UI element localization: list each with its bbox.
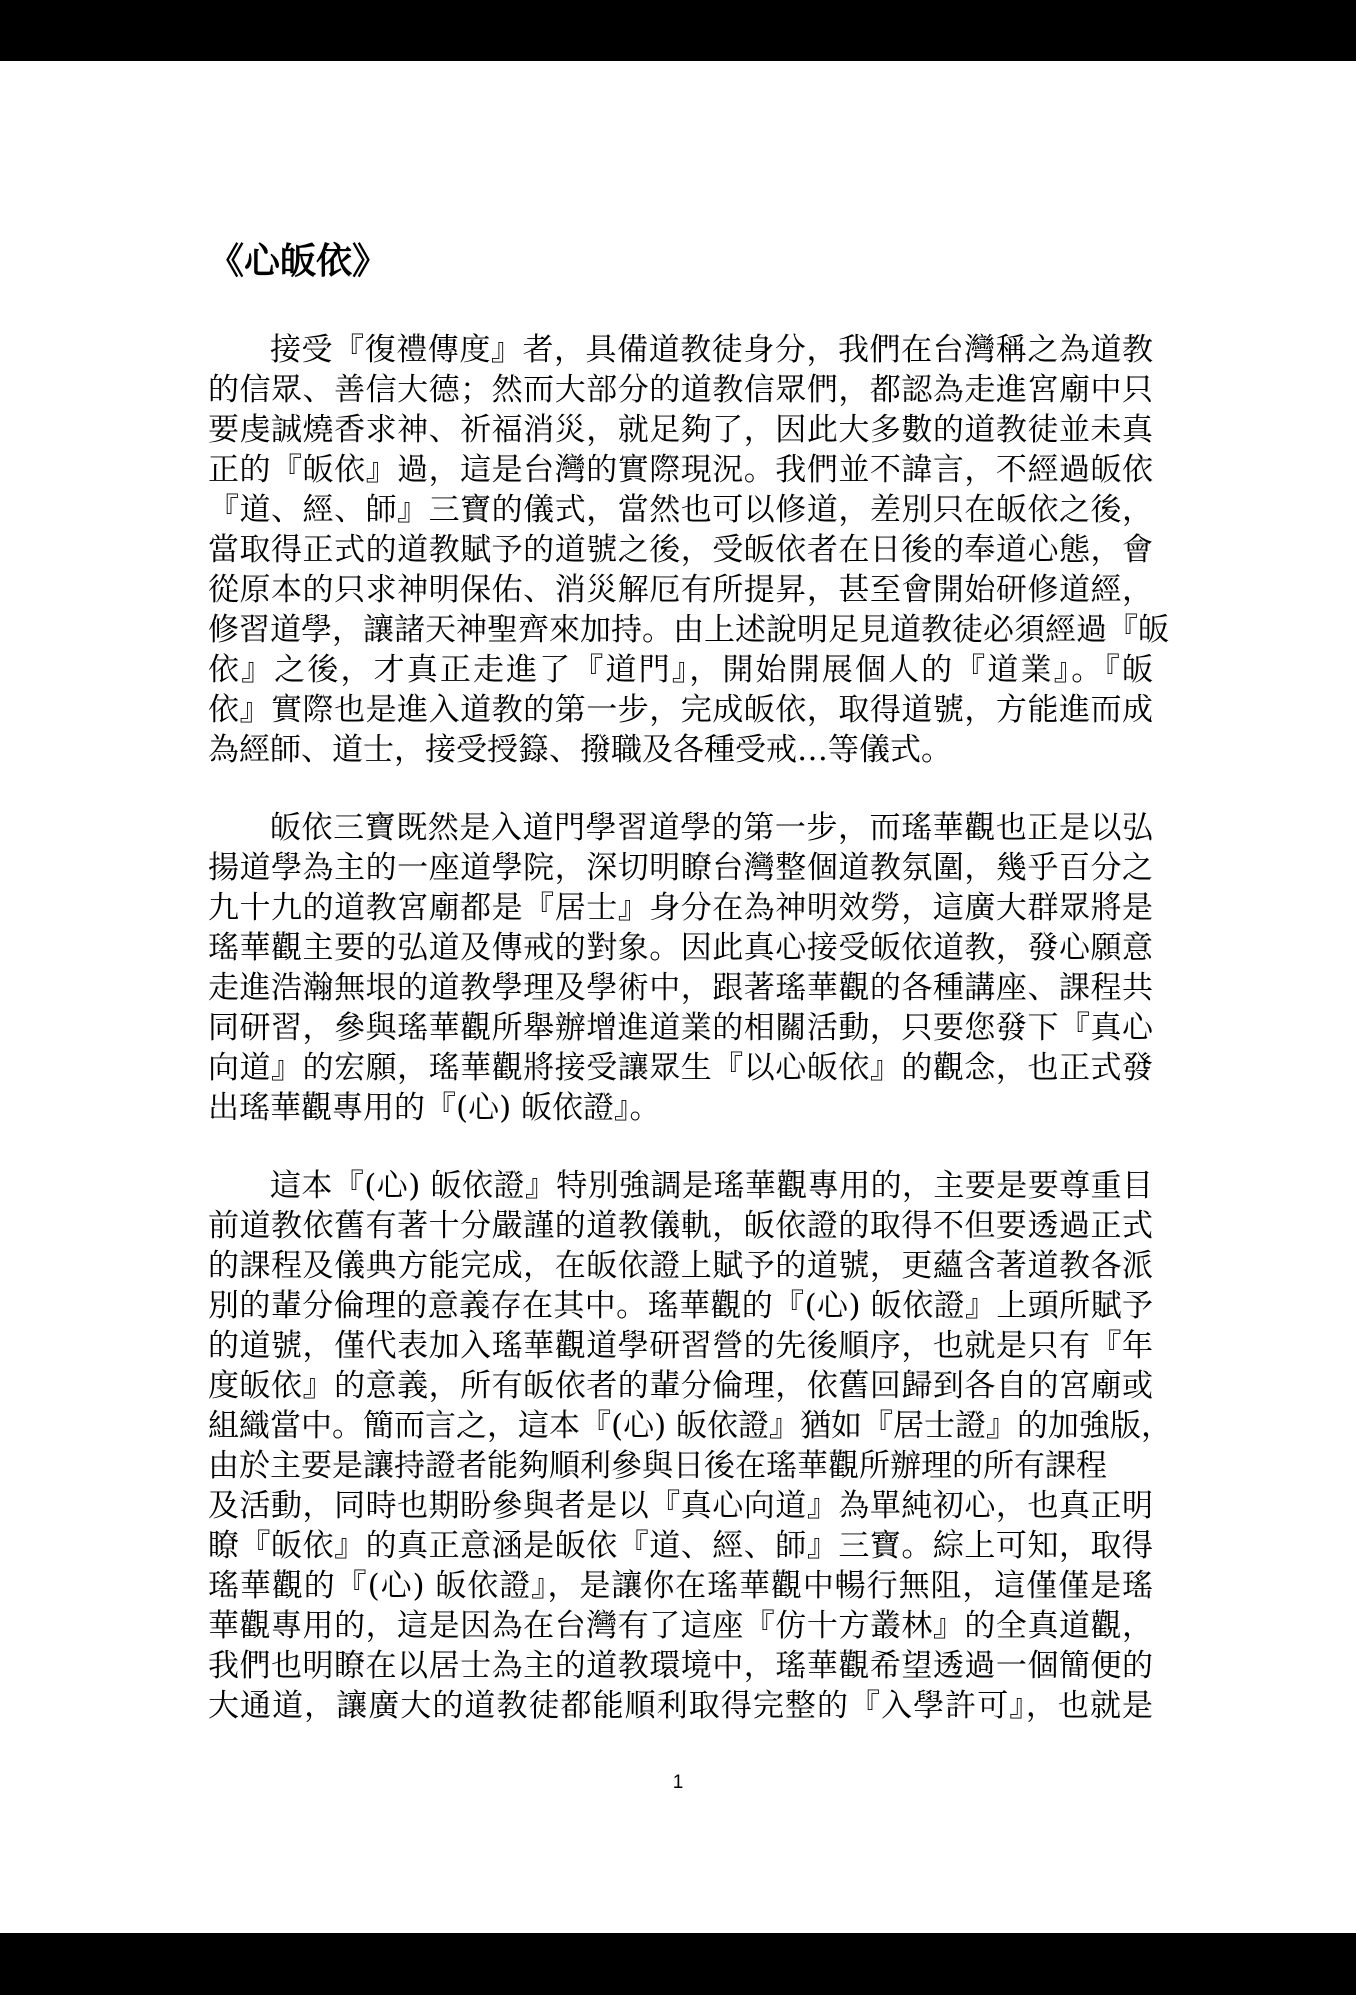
paragraph-line: 走進浩瀚無垠的道教學理及學術中，跟著瑤華觀的各種講座、課程共 (208, 970, 1153, 1006)
paragraph-line: 大通道，讓廣大的道教徒都能順利取得完整的『入學許可』，也就是 (208, 1688, 1153, 1724)
paragraph-line: 由於主要是讓持證者能夠順利參與日後在瑤華觀所辦理的所有課程 (208, 1448, 1107, 1484)
paragraph-line: 修習道學，讓諸天神聖齊來加持。由上述說明足見道教徒必須經過『皈 (208, 612, 1169, 648)
paragraph-line: 瑤華觀主要的弘道及傳戒的對象。因此真心接受皈依道教，發心願意 (208, 930, 1153, 966)
paragraph-line: 的課程及儀典方能完成，在皈依證上賦予的道號，更蘊含著道教各派 (208, 1248, 1153, 1284)
paragraph-line: 的道號，僅代表加入瑤華觀道學研習營的先後順序，也就是只有『年 (208, 1328, 1153, 1364)
paragraph-line: 接受『復禮傳度』者，具備道教徒身分，我們在台灣稱之為道教 (270, 332, 1153, 368)
paragraph-line: 九十九的道教宮廟都是『居士』身分在為神明效勞，這廣大群眾將是 (208, 890, 1153, 926)
paragraph-line: 這本『(心) 皈依證』特別強調是瑤華觀專用的，主要是要尊重目 (270, 1168, 1153, 1204)
paragraph-line: 華觀專用的，這是因為在台灣有了這座『仿十方叢林』的全真道觀， (208, 1608, 1153, 1644)
paragraph-line: 依』實際也是進入道教的第一步，完成皈依，取得道號，方能進而成 (208, 692, 1153, 728)
paragraph-2 (208, 808, 1153, 1128)
paragraph-line: 皈依三寶既然是入道門學習道學的第一步，而瑤華觀也正是以弘 (270, 810, 1153, 846)
document-page (0, 61, 1356, 1933)
page-number: 1 (672, 1772, 684, 1793)
paragraph-line: 瑤華觀的『(心) 皈依證』，是讓你在瑤華觀中暢行無阻，這僅僅是瑤 (208, 1568, 1153, 1604)
paragraph-line: 組織當中。簡而言之，這本『(心) 皈依證』猶如『居士證』的加強版， (208, 1408, 1173, 1444)
paragraph-line: 『道、經、師』三寶的儀式，當然也可以修道，差別只在皈依之後， (208, 492, 1153, 528)
document-title: 《心皈依》 (208, 241, 389, 282)
paragraph-line: 要虔誠燒香求神、祈福消災，就足夠了，因此大多數的道教徒並未真 (208, 412, 1153, 448)
paragraph-1 (208, 330, 1169, 770)
paragraph-line: 為經師、道士，接受授籙、撥職及各種受戒…等儀式。 (208, 732, 952, 768)
paragraph-line: 出瑤華觀專用的『(心) 皈依證』。 (208, 1090, 661, 1126)
paragraph-line: 前道教依舊有著十分嚴謹的道教儀軌，皈依證的取得不但要透過正式 (208, 1208, 1153, 1244)
paragraph-3 (208, 1166, 1173, 1726)
paragraph-line: 揚道學為主的一座道學院，深切明瞭台灣整個道教氛圍，幾乎百分之 (208, 850, 1153, 886)
paragraph-line: 向道』的宏願，瑤華觀將接受讓眾生『以心皈依』的觀念，也正式發 (208, 1050, 1153, 1086)
paragraph-line: 依』之後，才真正走進了『道門』，開始開展個人的『道業』。『皈 (208, 652, 1153, 688)
paragraph-line: 瞭『皈依』的真正意涵是皈依『道、經、師』三寶。綜上可知，取得 (208, 1528, 1153, 1564)
paragraph-line: 同研習，參與瑤華觀所舉辦增進道業的相關活動，只要您發下『真心 (208, 1010, 1153, 1046)
paragraph-line: 從原本的只求神明保佑、消災解厄有所提昇，甚至會開始研修道經， (208, 572, 1153, 608)
paragraph-line: 別的輩分倫理的意義存在其中。瑤華觀的『(心) 皈依證』上頭所賦予 (208, 1288, 1153, 1324)
paragraph-line: 及活動，同時也期盼參與者是以『真心向道』為單純初心，也真正明 (208, 1488, 1153, 1524)
paragraph-line: 我們也明瞭在以居士為主的道教環境中，瑤華觀希望透過一個簡便的 (208, 1648, 1153, 1684)
paragraph-line: 度皈依』的意義，所有皈依者的輩分倫理，依舊回歸到各自的宮廟或 (208, 1368, 1153, 1404)
paragraph-line: 的信眾、善信大德；然而大部分的道教信眾們，都認為走進宮廟中只 (208, 372, 1153, 408)
paragraph-line: 當取得正式的道教賦予的道號之後，受皈依者在日後的奉道心態，會 (208, 532, 1153, 568)
paragraph-line: 正的『皈依』過，這是台灣的實際現況。我們並不諱言，不經過皈依 (208, 452, 1153, 488)
